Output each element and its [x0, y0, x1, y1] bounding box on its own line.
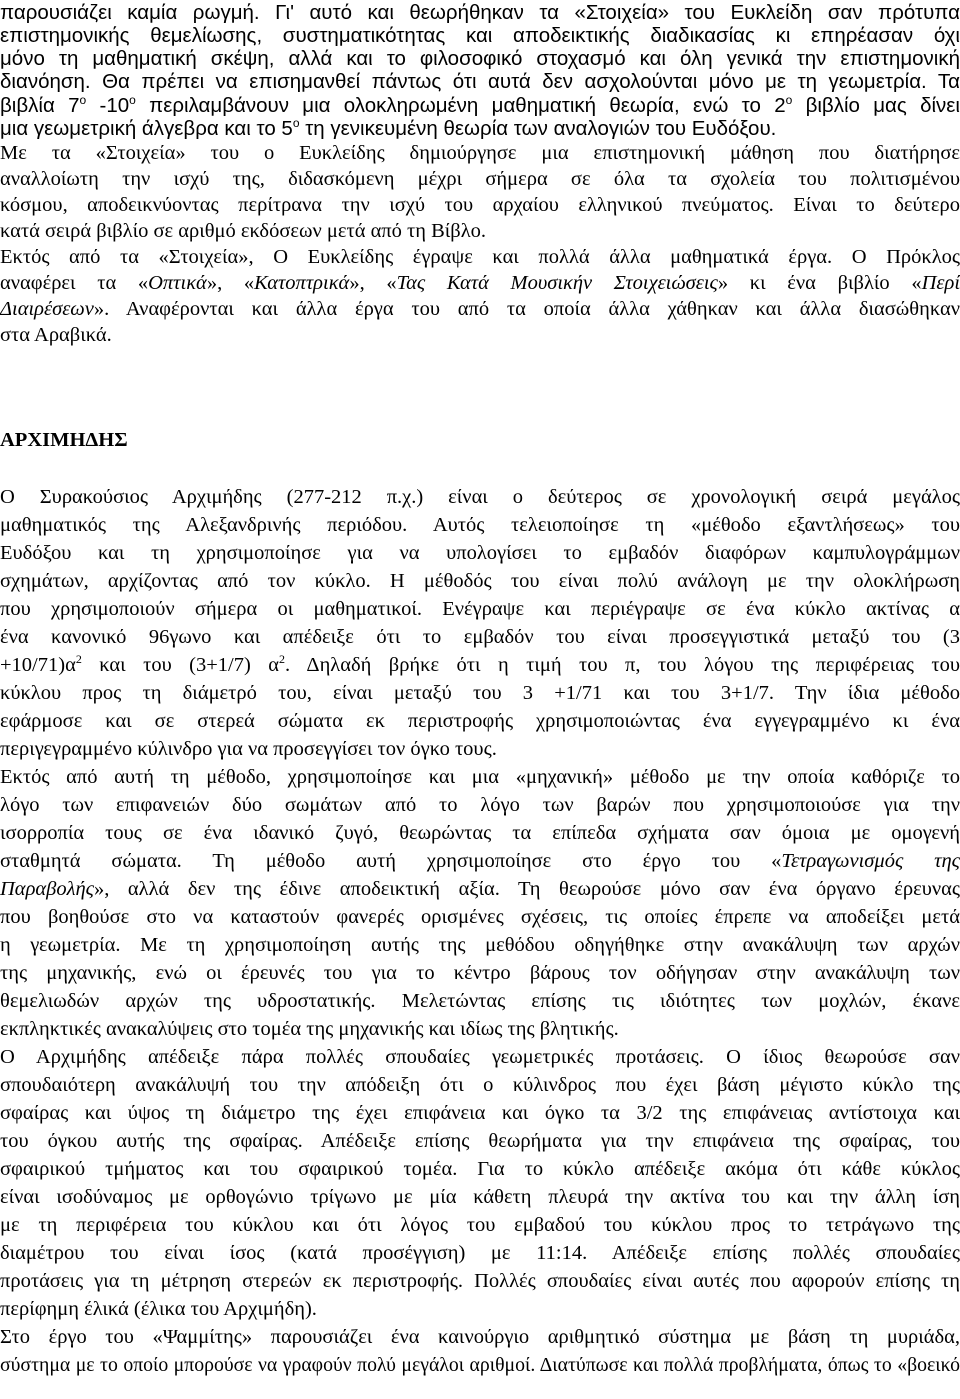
text-line: κόσμου, αποδεικνύοντας περίτρανα την ισχύ του αρχαίου ελληνικού πνεύματος. Είναι το δεύτερο [0, 194, 960, 216]
text-line: επιστημονικής θεμελίωσης, συστηματικότητας και αποδεικτικής διαδικασίας κι επηρέασαν όχι [0, 24, 960, 47]
superscript: ο [129, 93, 136, 108]
text-run: περιλαμβάνουν μια ολοκληρωμένη μαθηματική θεωρία, ενώ το 2 [135, 94, 786, 117]
text-run: », αλλά δεν της έδινε αποδεικτική αξία. Τη θεωρούσε μόνο σαν ένα όργανο έρευνας [94, 878, 960, 900]
text-line [0, 876, 960, 902]
text-run: βιβλία 7 [0, 94, 80, 117]
text-run: », « [206, 272, 255, 294]
work-title: Παραβολής [0, 878, 94, 900]
text-line: σφαιρικού τμήματος και του σφαιρικού τομέα. Για το κύκλο απέδειξε ακόμα ότι κάθε κύκλος [0, 1158, 960, 1180]
text-line: ισορροπία τους σε ένα ιδανικό ζυγό, θεωρώντας τα επίπεδα σχήματα σαν όμοια με ομογενή [0, 822, 960, 844]
superscript: 2 [278, 652, 285, 667]
superscript: ο [292, 116, 300, 131]
text-line: εκπληκτικές ανακαλύψεις στο τομέα της μηχανικής και ιδίως της βλητικής. [0, 1018, 619, 1040]
text-line: είναι ισοδύναμος με ορθογώνιο τρίγωνο με μία κάθετη πλευρά την ακτίνα του και την άλλη ίση [0, 1186, 960, 1208]
text-line: σφαίρας και ύψος τη διάμετρο της έχει επιφάνεια και όγκο τα 3/2 της επιφάνειας αντίστοιχα και [0, 1102, 960, 1124]
work-title: Οπτικά [148, 272, 207, 294]
text-line: Ευδόξου και τη χρησιμοποίησε για να υπολογίσει το εμβαδόν διαφόρων καμπυλογράμμων [0, 542, 960, 564]
text-line: παρουσιάζει καμία ρωγμή. Γι' αυτό και θεωρήθηκαν τα «Στοιχεία» του Ευκλείδη σαν πρότυπα [0, 1, 960, 24]
text-line: Ο Συρακούσιος Αρχιμήδης (277-212 π.χ.) είναι ο δεύτερος σε χρονολογική σειρά μεγάλος [0, 486, 960, 508]
text-line: περιγεγραμμένο κύλινδρο για να προσεγγίσει τον όγκο τους. [0, 738, 497, 760]
text-line: σχημάτων, αρχίζοντας από τον κύκλο. Η μέθοδός του είναι πολύ ανάλογη με την ολοκλήρωση [0, 570, 960, 592]
text-line: διανόηση. Θα πρέπει να επισημανθεί πάντως ότι αυτά δεν ασχολούνται μόνο με τη γεωμετρία. Τα [0, 70, 960, 93]
text-line [0, 116, 960, 142]
text-line: σύστημα με το οποίο μπορούσε να γραφούν πολύ μεγάλοι αριθμοί. Διατύπωσε και πολλά προβλήματα, όπως το «βοεικό [0, 1354, 960, 1376]
text-line: με τη περιφέρεια του κύκλου και ότι λόγος του εμβαδού του κύκλου προς το τετράγωνο της [0, 1214, 960, 1236]
text-line: στα Αραβικά. [0, 324, 112, 346]
text-line: προτάσεις για τη μέτρηση στερεών εκ περιστροφής. Πολλές σπουδαίες είναι αυτές που αφορούν επίσης τη [0, 1270, 960, 1292]
superscript: ο [785, 93, 793, 108]
text-line: λόγο των επιφανειών δύο σωμάτων από το λόγο των βαρών που χρησιμοποιούσε για την [0, 794, 960, 816]
work-title: Διαιρέσεων [0, 298, 94, 320]
text-line: που βοηθούσε στο να καταστούν φανερές ορισμένες σχέσεις, τις οποίες έπρεπε να αποδείξει μετά [0, 906, 960, 928]
work-title: Κατοπτρικά [254, 272, 350, 294]
text-line: κατά σειρά βιβλίο σε αριθμό εκδόσεων μετά από τη Βίβλο. [0, 220, 487, 242]
text-line: Με τα «Στοιχεία» του ο Ευκλείδης δημιούργησε μια επιστημονική μάθηση που διατήρησε [0, 142, 960, 164]
text-line [0, 652, 960, 678]
text-run: και του (3+1/7) α [81, 654, 279, 676]
text-line: Στο έργο του «Ψαμμίτης» παρουσιάζει ένα καινούργιο αριθμητικό σύστημα με βάση τη μυριάδα, [0, 1326, 960, 1348]
text-run: », « [349, 272, 397, 294]
text-line [0, 296, 960, 322]
text-line: Εκτός από αυτή τη μέθοδο, χρησιμοποίησε και μια «μηχανική» μέθοδο με την οποία καθόριζε το [0, 766, 960, 788]
text-line: θεμελιωδών αρχών της υδροστατικής. Μελετώντας επίσης τις ιδιότητες των μοχλών, έκανε [0, 990, 960, 1012]
text-line: Εκτός από τα «Στοιχεία», Ο Ευκλείδης έγραψε και πολλά άλλα μαθηματικά έργα. Ο Πρόκλος [0, 246, 960, 268]
work-title: Τετραγωνισμός της [781, 850, 960, 872]
section-heading: ΑΡΧΙΜΗΔΗΣ [0, 429, 128, 451]
text-line: του όγκου αυτής της σφαίρας. Απέδειξε επίσης θεωρήματα για την επιφάνεια της σφαίρας, του [0, 1130, 960, 1152]
work-title: Τας Κατά Μουσικήν Στοιχειώσεις [396, 272, 718, 294]
text-run: μια γεωμετρική άλγεβρα και το 5 [0, 117, 293, 140]
text-run: τη γενικευμένη θεωρία των αναλογιών του Ευδόξου. [299, 117, 777, 140]
text-line [0, 848, 960, 874]
text-run: σταθμητά σώματα. Τη μέθοδο αυτή χρησιμοποίησε στο έργο του « [0, 850, 782, 872]
text-line: η γεωμετρία. Με τη χρησιμοποίηση αυτής της μεθόδου οδηγήθηκε στην ανακάλυψη των αρχών [0, 934, 960, 956]
text-run: ». Αναφέρονται και άλλα έργα του από τα οποία άλλα χάθηκαν και άλλα διασώθηκαν [93, 298, 960, 320]
text-run: » κι ένα βιβλίο « [717, 272, 922, 294]
text-line: περίφημη έλικά (έλικα του Αρχιμήδη). [0, 1298, 317, 1320]
text-line: κύκλου προς τη διάμετρό του, είναι μεταξύ του 3 +1/71 και του 3+1/7. Την ίδια μέθοδο [0, 682, 960, 704]
text-line [0, 270, 960, 296]
work-title: Περί [921, 272, 960, 294]
text-line: εφάρμοσε και σε στερεά σώματα εκ περιστροφής χρησιμοποιώντας ένα εγγεγραμμένο κι ένα [0, 710, 960, 732]
text-run: αναφέρει τα « [0, 272, 149, 294]
text-line: μόνο τη μαθηματική σκέψη, αλλά και το φιλοσοφικό στοχασμό και όλη γενικά την επιστημονική [0, 47, 960, 70]
text-line: μαθηματικός της Αλεξανδρινής περιόδου. Αυτός τελειοποίησε τη «μέθοδο εξαντλήσεως» του [0, 514, 960, 536]
superscript: ο [79, 93, 87, 108]
text-line: που χρησιμοποιούν σήμερα οι μαθηματικοί. Ενέγραψε και περιέγραψε σε ένα κύκλο ακτίνας α [0, 598, 960, 620]
text-line: Ο Αρχιμήδης απέδειξε πάρα πολλές σπουδαίες γεωμετρικές προτάσεις. Ο ίδιος θεωρούσε σαν [0, 1046, 960, 1068]
text-run: βιβλίο μας δίνει [792, 94, 960, 117]
superscript: 2 [75, 652, 82, 667]
text-line: αναλλοίωτη την ισχύ της, διδασκόμενη μέχρι σήμερα σε όλα τα σχολεία του πολιτισμένου [0, 168, 960, 190]
text-line: διαμέτρου του είναι ίσος (κατά προσέγγιση) με 11:14. Απέδειξε επίσης πολλές σπουδαίες [0, 1242, 960, 1264]
text-run: +10/71)α [0, 654, 76, 676]
text-line: σπουδαιότερη ανακάλυψή του την απόδειξη ότι ο κύλινδρος που έχει βάση μέγιστο κύκλο της [0, 1074, 960, 1096]
text-run: . Δηλαδή βρήκε ότι η τιμή του π, του λόγου της περιφέρειας του [284, 654, 960, 676]
text-line: της μηχανικής, ενώ οι έρευνές του για το κέντρο βάρους τον οδήγησαν στην ανακάλυψη των [0, 962, 960, 984]
text-run: -10 [86, 94, 130, 117]
text-line: ένα κανονικό 96γωνο και απέδειξε ότι το εμβαδόν του είναι προσεγγιστικά μεταξύ του (3 [0, 626, 960, 648]
